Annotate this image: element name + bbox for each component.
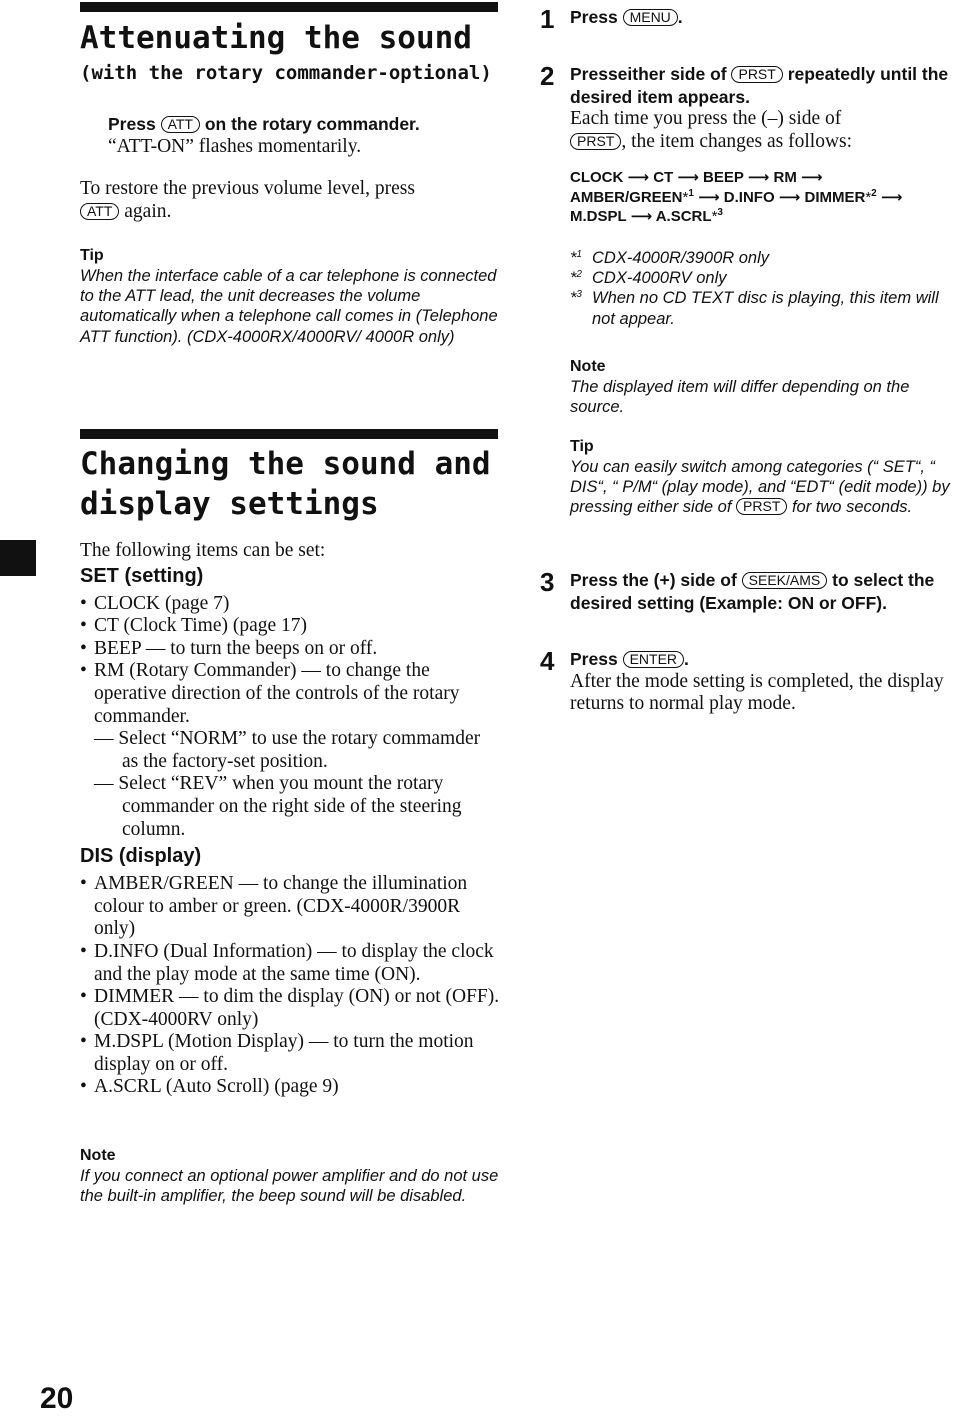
prst-key: PRST bbox=[736, 498, 787, 515]
arrow-right-icon: ⟶ bbox=[880, 188, 903, 206]
step-2: 2 Presseither side of PRST repeatedly until the desired item appears. Each time you press the (–) side of PRST , the item changes as follows: bbox=[540, 61, 949, 152]
footnote: *$^2$ CDX-4000RV only bbox=[570, 269, 727, 288]
arrow-right-icon: ⟶ bbox=[627, 169, 650, 186]
step-number: 1 bbox=[540, 4, 555, 34]
section-subtitle: (with the rotary commander-optional) bbox=[80, 62, 492, 84]
settings-list bbox=[80, 540, 500, 1099]
tip-block-att bbox=[80, 246, 505, 347]
section-rule-changing bbox=[80, 429, 498, 439]
note-text: The displayed item will differ depending on the source. bbox=[570, 378, 910, 417]
att-key: ATT bbox=[161, 116, 200, 133]
note-block-amp bbox=[80, 1146, 505, 1206]
page-number: 20 bbox=[40, 1382, 74, 1415]
arrow-right-icon: ⟶ bbox=[630, 208, 653, 225]
section-rule-top bbox=[80, 2, 498, 12]
set-items bbox=[80, 593, 500, 729]
tip-label: Tip bbox=[80, 247, 104, 264]
list-item: • CLOCK (page 7) bbox=[80, 593, 500, 616]
tip-label: Tip bbox=[570, 438, 594, 455]
restore-text: To restore the previous volume level, press ATT again. bbox=[80, 178, 415, 222]
step-number: 2 bbox=[540, 61, 555, 91]
prst-key: PRST bbox=[570, 133, 621, 150]
arrow-right-icon: ⟶ bbox=[747, 169, 770, 186]
step-number: 4 bbox=[540, 646, 555, 676]
list-item: • M.DSPL (Motion Display) — to turn the motion display on or off. bbox=[80, 1031, 500, 1076]
footnote: *$^3$ When no CD TEXT disc is playing, this item will not appear. bbox=[570, 289, 939, 328]
step-3: 3 Press the (+) side of SEEK/AMS to select the desired setting (Example: ON or OFF). bbox=[540, 567, 935, 613]
dis-heading: DIS (display) bbox=[80, 845, 202, 868]
page-tab-marker bbox=[0, 540, 36, 576]
tip-text: When the interface cable of a car telephone is connected to the ATT lead, the unit decreases the volume automatically when a telephone call comes in (Telephone ATT function). (CDX-4000RX/4000RV/ 4000R only) bbox=[80, 267, 498, 346]
step-number: 3 bbox=[540, 567, 555, 597]
dis-items bbox=[80, 873, 500, 1099]
note-label: Note bbox=[570, 358, 606, 375]
tip-block-categories: Tip You can easily switch among categories (“ SET“, “ DIS“, “ P/M“ (play mode), and “EDT“ (edit mode)) by pressing either side of PRST for two seconds. bbox=[570, 437, 955, 518]
step-4-text: After the mode setting is completed, the display returns to normal play mode. bbox=[570, 670, 944, 715]
att-instruction: Press ATT on the rotary commander. “ATT-ON” flashes momentarily. bbox=[108, 113, 508, 158]
list-item: • D.INFO (Dual Information) — to display the clock and the play mode at the same time (ON). bbox=[80, 941, 500, 986]
arrow-right-icon: ⟶ bbox=[677, 169, 699, 186]
list-item: • RM (Rotary Commander) — to change the operative direction of the controls of the rotary commander. bbox=[80, 660, 500, 728]
note-block-source bbox=[570, 357, 955, 417]
rm-sub-item: — Select “NORM” to use the rotary commamder as the factory-set position. bbox=[94, 728, 481, 772]
note-text: If you connect an optional power amplifier and do not use the built-in amplifier, the beep sound will be disabled. bbox=[80, 1167, 499, 1206]
att-key: ATT bbox=[80, 203, 119, 220]
list-item: • CT (Clock Time) (page 17) bbox=[80, 615, 500, 638]
list-item: • AMBER/GREEN — to change the illumination colour to amber or green. (CDX-4000R/3900R only) bbox=[80, 873, 500, 941]
enter-key: ENTER bbox=[623, 651, 684, 668]
list-item: • DIMMER — to dim the display (ON) or not (OFF). (CDX-4000RV only) bbox=[80, 986, 500, 1031]
set-heading: SET (setting) bbox=[80, 564, 204, 587]
arrow-right-icon: ⟶ bbox=[800, 169, 823, 186]
seek-ams-key: SEEK/AMS bbox=[742, 572, 828, 589]
section-title-changing: Changing the sound and display settings bbox=[80, 446, 491, 522]
att-flash-text: “ATT-ON” flashes momentarily. bbox=[108, 135, 362, 157]
arrow-right-icon: ⟶ bbox=[698, 188, 720, 206]
menu-key: MENU bbox=[623, 9, 678, 26]
section-title-attenuating: Attenuating the sound bbox=[80, 20, 472, 56]
step-4: 4 Press ENTER . After the mode setting is completed, the display returns to normal play mode. bbox=[540, 648, 960, 716]
rm-sub-item: — Select “REV” when you mount the rotary commander on the right side of the steering column. bbox=[94, 773, 462, 840]
settings-intro: The following items can be set: bbox=[80, 540, 326, 561]
footnote: *$^1$ CDX-4000R/3900R only bbox=[570, 249, 770, 267]
footnotes bbox=[570, 248, 955, 329]
prst-key: PRST bbox=[731, 66, 782, 83]
arrow-right-icon: ⟶ bbox=[778, 188, 801, 206]
list-item: • A.SCRL (Auto Scroll) (page 9) bbox=[80, 1076, 500, 1099]
note-label: Note bbox=[80, 1147, 116, 1164]
step-1: 1 Press MENU . bbox=[540, 4, 683, 34]
item-sequence: CLOCK ⟶ CT ⟶ BEEP ⟶ RM ⟶ AMBER/GREEN*$^1$ ⟶ D.INFO ⟶ DIMMER*$^2$ ⟶ M.DSPL ⟶ A.SCRL*$^3$ bbox=[570, 169, 903, 225]
list-item: • BEEP — to turn the beeps on or off. bbox=[80, 638, 500, 661]
